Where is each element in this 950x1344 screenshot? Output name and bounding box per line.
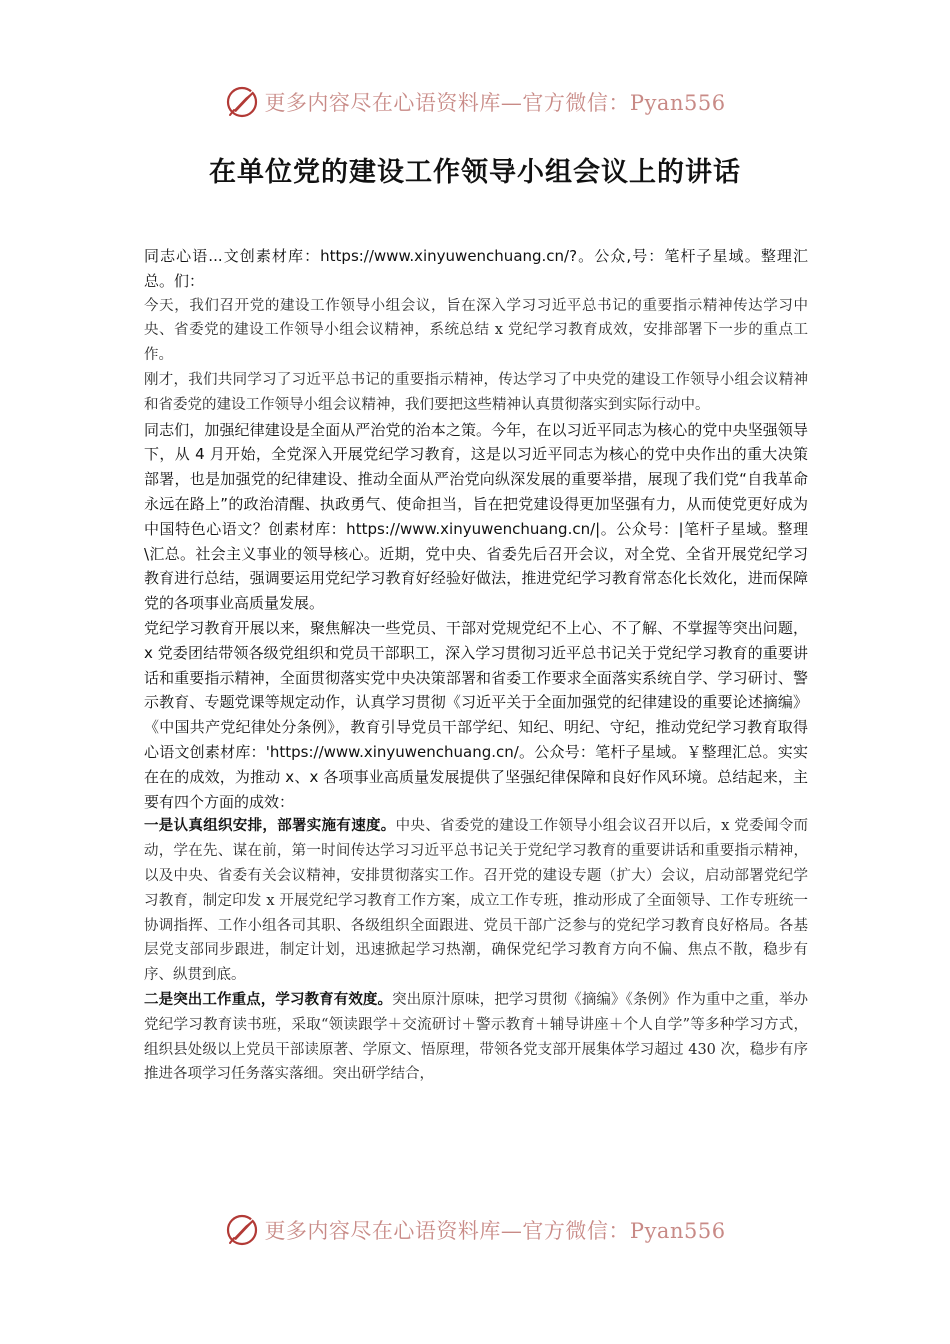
paragraph-text: 党纪学习教育开展以来，聚焦解决一些党员、干部对党规党纪不上心、不了解、不掌握等突出问题，x 党委团结带领各级党组织和党员干部职工，深入学习贯彻习近平总书记关于党纪学习教育的重要讲话和重要指示精神，全面贯彻落实党中央决策部署和省委工作要求全面落实系统自学、学习研讨、警示教育、专题党课等规定动作，认真学习贯彻《习近平关于全面加强党的纪律建设的重要论述摘编》《中国共产党纪律处分条例》，教育引导党员干部学纪、知纪、明纪、守纪，推动党纪学习教育取得心语文创素材库：'https://www.xinyuwenchuang.cn/。公众号：笔杆子星域。￥整理汇总。实实在在的成效，为推动 x、x 各项事业高质量发展提供了坚强纪律保障和良好作风环境。总结起来，主要有四个方面的成效： [144, 618, 808, 811]
paragraph-point-one [144, 814, 808, 988]
paragraph-text: 同志心语...文创素材库：https://www.xinyuwenchuang.cn/?。公众,号：笔杆子星域。整理汇总。们： [144, 247, 808, 290]
document-body [144, 244, 808, 1087]
quill-pen-logo-icon [224, 84, 260, 120]
paragraph-text: 今天，我们召开党的建设工作领导小组会议，旨在深入学习习近平总书记的重要指示精神传达学习中央、省委党的建设工作领导小组会议精神，系统总结 x 党纪学习教育成效，安排部署下一步的重点工作。 [144, 297, 808, 364]
paragraph-lead: 二是突出工作重点，学习教育有效度。 [144, 991, 393, 1008]
header-banner-text: 更多内容尽在心语资料库—官方微信：Pyan556 [264, 91, 726, 115]
paragraph-text: 同志们，加强纪律建设是全面从严治党的治本之策。今年，在以习近平同志为核心的党中央坚强领导下，从 4 月开始，全党深入开展党纪学习教育，这是以习近平同志为核心的党中央作出的重大决策部署，也是加强党的纪律建设、推动全面从严治党向纵深发展的重要举措，展现了我们党“自我革命永远在路上”的政治清醒、执政勇气、使命担当，旨在把党建设得更加坚强有力，从而使党更好成为中国特色心语文？创素材库：https://www.xinyuwenchuang.cn/|。公众号：|笔杆子星域。整理\汇总。社会主义事业的领导核心。近期，党中央、省委先后召开会议，对全党、全省开展党纪学习教育进行总结，强调要运用党纪学习教育好经验好做法，推进党纪学习教育常态化长效化，进而保障党的各项事业高质量发展。 [144, 420, 808, 613]
quill-pen-logo-icon [224, 1212, 260, 1248]
header-banner [0, 82, 950, 122]
paragraph-discipline [144, 418, 808, 616]
paragraph-recap [144, 368, 808, 418]
paragraph-achievements [144, 616, 808, 814]
footer-banner [0, 1210, 950, 1250]
paragraph-text: 刚才，我们共同学习了习近平总书记的重要指示精神，传达学习了中央党的建设工作领导小组会议精神和省委党的建设工作领导小组会议精神，我们要把这些精神认真贯彻落实到实际行动中。 [144, 371, 808, 413]
paragraph-greeting [144, 244, 808, 294]
paragraph-intro [144, 294, 808, 368]
paragraph-point-two [144, 988, 808, 1087]
paragraph-lead: 一是认真组织安排，部署实施有速度。 [144, 818, 396, 835]
paragraph-text: 突出原汁原味，把学习贯彻《摘编》《条例》作为重中之重，举办党纪学习教育读书班，采取“领读跟学＋交流研讨＋警示教育＋辅导讲座＋个人自学”等多种学习方式，组织县处级以上党员干部读原著、学原文、悟原理，带领各党支部开展集体学习超过 430 次，稳步有序推进各项学习任务落实落细。突出研学结合， [144, 991, 809, 1083]
paragraph-text: 中央、省委党的建设工作领导小组会议召开以后，x 党委闻令而动，学在先、谋在前，第一时间传达学习习近平总书记关于党纪学习教育的重要讲话和重要指示精神，以及中央、省委有关会议精神，安排贯彻落实工作。召开党的建设专题（扩大）会议，启动部署党纪学习教育，制定印发 x 开展党纪学习教育工作方案，成立工作专班，推动形成了全面领导、工作专班统一协调指挥、工作小组各司其职、各级组织全面跟进、党员干部广泛参与的党纪学习教育良好格局。各基层党支部同步跟进，制定计划，迅速掀起学习热潮，确保党纪学习教育方向不偏、焦点不散，稳步有序、纵贯到底。 [144, 818, 808, 984]
footer-banner-text: 更多内容尽在心语资料库—官方微信：Pyan556 [264, 1219, 726, 1243]
document-title: 在单位党的建设工作领导小组会议上的讲话 [209, 157, 741, 188]
